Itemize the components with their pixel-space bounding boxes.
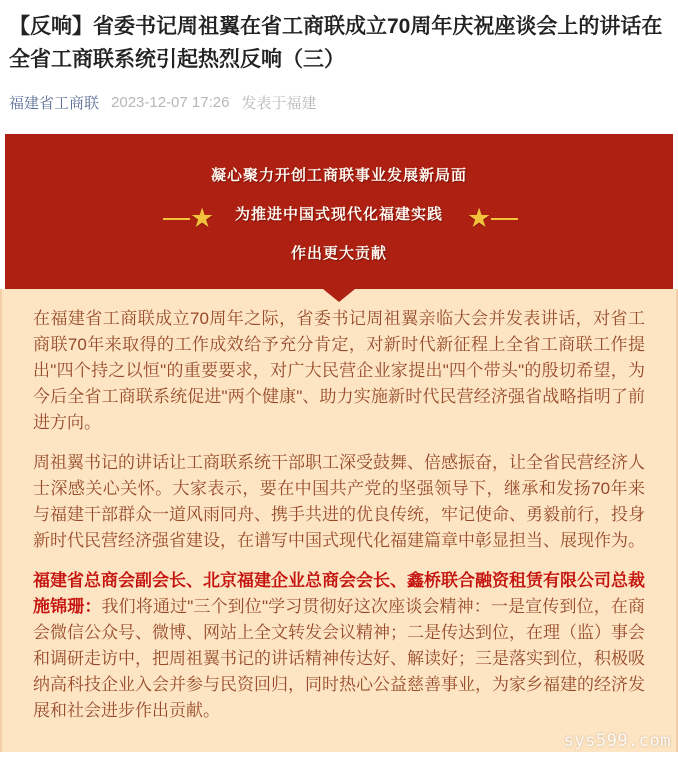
- star-icon: ★: [190, 203, 215, 233]
- slogan-line-2: 为推进中国式现代化福建实践: [234, 206, 443, 223]
- dash-line-icon: [163, 218, 190, 220]
- byline: [9, 92, 669, 113]
- slogan-line-1: 凝心聚力开创工商联事业发展新局面: [210, 167, 467, 184]
- star-decoration-left: [163, 205, 214, 232]
- paragraph-2: 周祖翼书记的讲话让工商联系统干部职工深受鼓舞、倍感振奋，让全省民营经济人士深感关心关怀。大家表示，要在中国共产党的坚强领导下，继承和发扬70年来与福建干部群众一道风雨同舟、携手共进的优良传统，牢记使命、勇毅前行，投身新时代民营经济强省建设，在谱写中国式现代化福建篇章中彰显担当、展现作为。: [33, 453, 645, 550]
- dash-line-icon: [491, 218, 518, 220]
- slogan-banner: [5, 134, 673, 289]
- paragraph-3: [33, 568, 645, 724]
- banner-notch-triangle-icon: [323, 289, 355, 302]
- article-header: [0, 0, 678, 113]
- article-body: [0, 289, 678, 752]
- publish-location: 发表于福建: [241, 95, 317, 112]
- article-title: 【反响】省委书记周祖翼在省工商联成立70周年庆祝座谈会上的讲话在全省工商联系统引起热烈反响（三）: [9, 15, 663, 71]
- star-decoration-right: [467, 205, 518, 232]
- watermark: sys599.com: [563, 731, 671, 751]
- paragraph-1: 在福建省工商联成立70周年之际，省委书记周祖翼亲临大会并发表讲话，对省工商联70年来取得的工作成效给予充分肯定，对新时代新征程上全省工商联工作提出"四个持之以恒"的重要要求，对广大民营企业家提出"四个带头"的殷切希望，为今后全省工商联系统促进"两个健康"、助力实施新时代民营经济强省战略指明了前进方向。: [33, 309, 645, 432]
- slogan-text-block: [5, 156, 673, 273]
- speaker-quote: 我们将通过"三个到位"学习贯彻好这次座谈会精神：一是宣传到位，在商会微信公众号、微博、网站上全文转发会议精神；二是传达到位，在理（监）事会和调研走访中，把周祖翼书记的讲话精神传达好、解读好；三是落实到位，积极吸纳高科技企业入会并参与民资回归，同时热心公益慈善事业，为家乡福建的经济发展和社会进步作出贡献。: [33, 597, 645, 720]
- speaker-lead-in: 福建省总商会副会长、北京福建企业总商会会长、鑫桥联合融资租赁有限公司总裁施锦珊：: [33, 571, 645, 616]
- publish-timestamp: 2023-12-07 17:26: [111, 94, 230, 111]
- star-icon: ★: [467, 203, 492, 233]
- account-name-link[interactable]: 福建省工商联: [9, 95, 100, 112]
- slogan-line-3: 作出更大贡献: [290, 245, 387, 262]
